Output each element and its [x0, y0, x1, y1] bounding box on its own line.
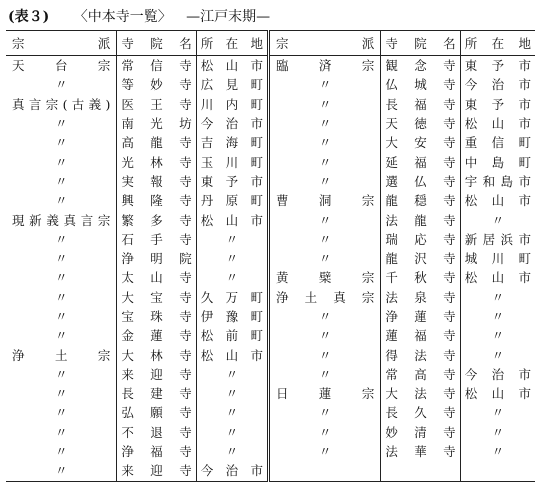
cell-temple: 浄福寺 — [117, 442, 196, 461]
cell-sect: 〃 — [54, 193, 68, 209]
cell-temple: 常信寺 — [117, 56, 196, 76]
cell-temple: 観念寺 — [381, 56, 460, 76]
cell-temple: 石手寺 — [117, 230, 196, 249]
cell-sect: 浄土真宗 — [268, 288, 380, 307]
table-row — [6, 403, 535, 422]
cell-location: 〃 — [196, 230, 268, 249]
cell-temple: 来迎寺 — [117, 365, 196, 384]
cell-temple: 龍穏寺 — [381, 191, 460, 210]
table-row — [6, 210, 535, 229]
table-row — [6, 326, 535, 345]
cell-sect: 〃 — [54, 405, 68, 421]
cell-location: 〃 — [460, 210, 535, 229]
cell-sect: 〃 — [54, 444, 68, 460]
cell-location: 川内町 — [196, 95, 268, 114]
cell-location: 東予市 — [196, 172, 268, 191]
cell-sect: 〃 — [268, 133, 380, 152]
cell-sect: 黄檗宗 — [268, 268, 380, 287]
table-row — [6, 114, 535, 133]
cell-temple: 弘願寺 — [117, 403, 196, 422]
cell-temple — [381, 461, 460, 481]
cell-sect: 〃 — [268, 403, 380, 422]
table-row — [6, 172, 535, 191]
cell-temple: 大林寺 — [117, 345, 196, 364]
cell-location: 城川町 — [460, 249, 535, 268]
cell-location: 〃 — [196, 423, 268, 442]
cell-location: 〃 — [196, 442, 268, 461]
table-row — [6, 442, 535, 461]
cell-location: 東予市 — [460, 56, 535, 76]
cell-temple: 妙清寺 — [381, 423, 460, 442]
cell-location: 今治市 — [460, 75, 535, 94]
cell-sect: 日蓮宗 — [268, 384, 380, 403]
cell-sect: 〃 — [54, 463, 68, 479]
header-location: 所在地 — [460, 31, 535, 56]
cell-location: 今治市 — [196, 114, 268, 133]
cell-sect: 〃 — [54, 251, 68, 267]
cell-location: 〃 — [196, 384, 268, 403]
cell-sect: 〃 — [54, 77, 68, 93]
cell-location: 〃 — [196, 403, 268, 422]
cell-temple: 法華寺 — [381, 442, 460, 461]
cell-location: 〃 — [460, 345, 535, 364]
cell-temple: 不退寺 — [117, 423, 196, 442]
cell-sect: 〃 — [54, 289, 68, 305]
cell-sect: 〃 — [268, 210, 380, 229]
table-row — [6, 75, 535, 94]
cell-location: 〃 — [460, 288, 535, 307]
cell-temple: 常高寺 — [381, 365, 460, 384]
cell-sect: 〃 — [268, 95, 380, 114]
cell-temple: 宝珠寺 — [117, 307, 196, 326]
cell-sect: 〃 — [268, 172, 380, 191]
cell-location: 中島町 — [460, 152, 535, 171]
cell-temple: 繁多寺 — [117, 210, 196, 229]
cell-temple: 大安寺 — [381, 133, 460, 152]
cell-location: 重信町 — [460, 133, 535, 152]
header-sect: 宗 派 — [6, 31, 117, 56]
cell-location: 松山市 — [196, 56, 268, 76]
cell-location: 吉海町 — [196, 133, 268, 152]
cell-sect: 〃 — [268, 326, 380, 345]
cell-location: 伊豫町 — [196, 307, 268, 326]
cell-sect: 臨済宗 — [268, 56, 380, 76]
cell-temple: 実報寺 — [117, 172, 196, 191]
cell-temple: 南光坊 — [117, 114, 196, 133]
cell-sect: 〃 — [54, 231, 68, 247]
cell-temple: 金蓮寺 — [117, 326, 196, 345]
cell-sect: 天台宗 — [12, 58, 111, 74]
table-row — [6, 288, 535, 307]
cell-location: 今治市 — [196, 461, 268, 481]
cell-sect: 真言宗(古義) — [12, 96, 111, 112]
cell-sect: 〃 — [54, 424, 68, 440]
header-row — [6, 31, 535, 56]
cell-location: 松山市 — [460, 268, 535, 287]
cell-sect: 現新義真言宗 — [12, 212, 111, 228]
table-row — [6, 423, 535, 442]
cell-sect: 曹洞宗 — [268, 191, 380, 210]
cell-temple: 長久寺 — [381, 403, 460, 422]
cell-location: 松山市 — [196, 345, 268, 364]
cell-temple: 龍沢寺 — [381, 249, 460, 268]
cell-location: 東予市 — [460, 95, 535, 114]
cell-temple: 長建寺 — [117, 384, 196, 403]
header-location: 所在地 — [196, 31, 268, 56]
cell-sect: 〃 — [268, 423, 380, 442]
cell-sect: 〃 — [54, 270, 68, 286]
cell-temple: 法泉寺 — [381, 288, 460, 307]
table-title: 〈中本寺一覧〉 — [73, 9, 172, 25]
cell-temple: 太山寺 — [117, 268, 196, 287]
table-row — [6, 307, 535, 326]
table-row — [6, 365, 535, 384]
cell-sect: 〃 — [54, 309, 68, 324]
cell-sect: 〃 — [268, 442, 380, 461]
temple-table — [6, 30, 535, 482]
table-row — [6, 133, 535, 152]
cell-location — [460, 461, 535, 481]
cell-temple: 浄蓮寺 — [381, 307, 460, 326]
table-period: —江戸末期— — [186, 9, 271, 25]
cell-sect: 〃 — [54, 116, 68, 132]
cell-location: 松前町 — [196, 326, 268, 345]
cell-location: 広見町 — [196, 75, 268, 94]
cell-location: 松山市 — [460, 384, 535, 403]
cell-temple: 仏城寺 — [381, 75, 460, 94]
cell-location: 宇和島市 — [460, 172, 535, 191]
cell-location: 〃 — [460, 442, 535, 461]
table-row — [6, 345, 535, 364]
cell-location: 〃 — [196, 365, 268, 384]
cell-temple: 瑞応寺 — [381, 230, 460, 249]
cell-temple: 医王寺 — [117, 95, 196, 114]
cell-sect — [268, 461, 380, 481]
cell-sect: 〃 — [54, 386, 68, 402]
cell-location: 松山市 — [460, 191, 535, 210]
cell-sect: 〃 — [268, 230, 380, 249]
cell-location: 〃 — [460, 307, 535, 326]
table-row — [6, 384, 535, 403]
table-row — [6, 461, 535, 481]
cell-location: 〃 — [460, 403, 535, 422]
cell-temple: 来迎寺 — [117, 461, 196, 481]
header-temple: 寺院名 — [117, 31, 196, 56]
cell-sect: 〃 — [268, 75, 380, 94]
cell-temple: 得法寺 — [381, 345, 460, 364]
cell-temple: 延福寺 — [381, 152, 460, 171]
cell-sect: 〃 — [268, 114, 380, 133]
cell-temple: 長福寺 — [381, 95, 460, 114]
table-row — [6, 249, 535, 268]
cell-location: 松山市 — [196, 210, 268, 229]
cell-location: 玉川町 — [196, 152, 268, 171]
table-row — [6, 268, 535, 287]
cell-location: 久万町 — [196, 288, 268, 307]
cell-temple: 法龍寺 — [381, 210, 460, 229]
cell-location: 今治市 — [460, 365, 535, 384]
cell-sect: 〃 — [268, 365, 380, 384]
cell-sect: 〃 — [54, 135, 68, 151]
cell-sect: 〃 — [54, 173, 68, 189]
table-label: (表３) — [8, 9, 50, 25]
table-row — [6, 191, 535, 210]
cell-location: 松山市 — [460, 114, 535, 133]
cell-temple: 天徳寺 — [381, 114, 460, 133]
table-row — [6, 152, 535, 171]
cell-sect: 浄土宗 — [12, 347, 111, 363]
cell-temple: 選仏寺 — [381, 172, 460, 191]
cell-temple: 大法寺 — [381, 384, 460, 403]
cell-location: 〃 — [196, 249, 268, 268]
cell-location: 〃 — [460, 423, 535, 442]
cell-location: 新居浜市 — [460, 230, 535, 249]
header-sect: 宗 派 — [268, 31, 380, 56]
cell-temple: 千秋寺 — [381, 268, 460, 287]
cell-location: 丹原町 — [196, 191, 268, 210]
cell-sect: 〃 — [54, 366, 68, 382]
header-temple: 寺院名 — [381, 31, 460, 56]
cell-sect: 〃 — [268, 307, 380, 326]
cell-sect: 〃 — [54, 154, 68, 170]
table-row — [6, 230, 535, 249]
cell-sect: 〃 — [268, 249, 380, 268]
table-row — [6, 56, 535, 76]
table-row — [6, 95, 535, 114]
cell-sect: 〃 — [54, 328, 68, 344]
cell-temple: 大宝寺 — [117, 288, 196, 307]
cell-temple: 等妙寺 — [117, 75, 196, 94]
cell-location: 〃 — [460, 326, 535, 345]
table-caption — [8, 6, 270, 26]
cell-temple: 浄明院 — [117, 249, 196, 268]
cell-temple: 蓮福寺 — [381, 326, 460, 345]
cell-temple: 興隆寺 — [117, 191, 196, 210]
cell-temple: 光林寺 — [117, 152, 196, 171]
cell-sect: 〃 — [268, 152, 380, 171]
cell-location: 〃 — [196, 268, 268, 287]
cell-sect: 〃 — [268, 345, 380, 364]
cell-temple: 高龍寺 — [117, 133, 196, 152]
